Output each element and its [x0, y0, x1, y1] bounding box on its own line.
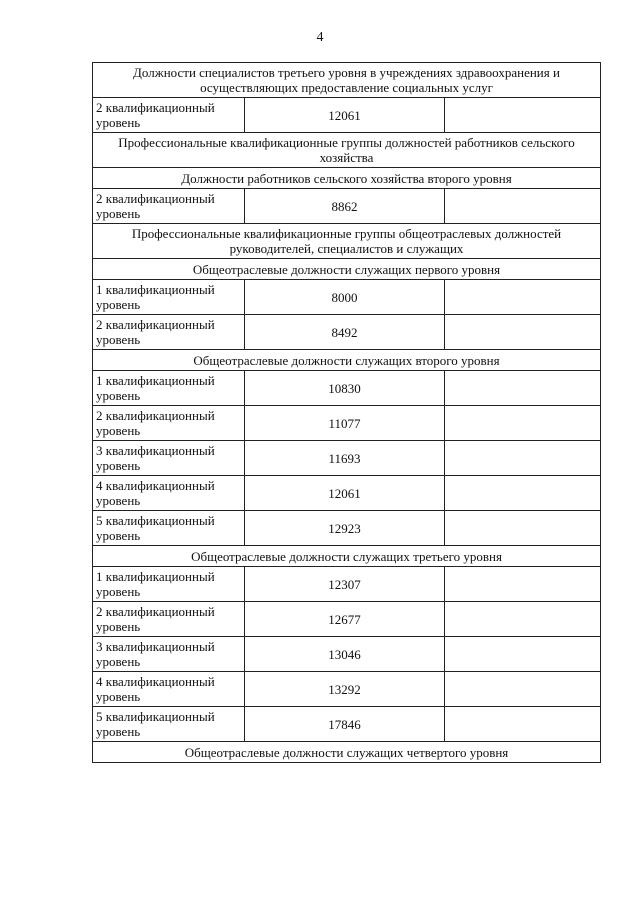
- empty-cell: [445, 371, 601, 406]
- section-header-row: [93, 546, 601, 567]
- section-header: Общеотраслевые должности служащих третьего уровня: [93, 546, 601, 567]
- empty-cell: [445, 511, 601, 546]
- section-header-row: [93, 259, 601, 280]
- salary-value: 10830: [245, 371, 445, 406]
- qualification-level: 4 квалификационный уровень: [93, 672, 245, 707]
- empty-cell: [445, 280, 601, 315]
- empty-cell: [445, 315, 601, 350]
- level-row: [93, 602, 601, 637]
- level-row: [93, 637, 601, 672]
- salary-value: 12923: [245, 511, 445, 546]
- section-header: Общеотраслевые должности служащих второго уровня: [93, 350, 601, 371]
- section-header: Профессиональные квалификационные группы общеотраслевых должностей руководителей, специалистов и служащих: [93, 224, 601, 259]
- section-header: Профессиональные квалификационные группы должностей работников сельского хозяйства: [93, 133, 601, 168]
- salary-value: 12061: [245, 476, 445, 511]
- empty-cell: [445, 441, 601, 476]
- qualification-level: 2 квалификационный уровень: [93, 315, 245, 350]
- empty-cell: [445, 672, 601, 707]
- level-row: [93, 406, 601, 441]
- salary-value: 8862: [245, 189, 445, 224]
- section-header-row: [93, 133, 601, 168]
- qualification-level: 2 квалификационный уровень: [93, 98, 245, 133]
- qualification-level: 3 квалификационный уровень: [93, 637, 245, 672]
- qualification-level: 3 квалификационный уровень: [93, 441, 245, 476]
- section-header-row: [93, 350, 601, 371]
- qualification-level: 2 квалификационный уровень: [93, 602, 245, 637]
- salary-value: 11077: [245, 406, 445, 441]
- salary-value: 12061: [245, 98, 445, 133]
- qualification-level: 2 квалификационный уровень: [93, 189, 245, 224]
- empty-cell: [445, 637, 601, 672]
- empty-cell: [445, 567, 601, 602]
- qualification-level: 5 квалификационный уровень: [93, 511, 245, 546]
- salary-value: 8492: [245, 315, 445, 350]
- salary-value: 13292: [245, 672, 445, 707]
- salary-value: 12307: [245, 567, 445, 602]
- page-number: 4: [316, 30, 324, 45]
- qualification-level: 2 квалификационный уровень: [93, 406, 245, 441]
- section-header: Общеотраслевые должности служащих четвертого уровня: [93, 742, 601, 763]
- level-row: [93, 280, 601, 315]
- level-row: [93, 441, 601, 476]
- empty-cell: [445, 98, 601, 133]
- empty-cell: [445, 476, 601, 511]
- salary-value: 8000: [245, 280, 445, 315]
- level-row: [93, 476, 601, 511]
- salary-table-body: [93, 63, 601, 763]
- section-header-row: [93, 168, 601, 189]
- level-row: [93, 189, 601, 224]
- salary-table: [92, 62, 601, 763]
- level-row: [93, 315, 601, 350]
- qualification-level: 4 квалификационный уровень: [93, 476, 245, 511]
- empty-cell: [445, 189, 601, 224]
- section-header-row: [93, 224, 601, 259]
- section-header-row: [93, 742, 601, 763]
- qualification-level: 1 квалификационный уровень: [93, 371, 245, 406]
- qualification-level: 5 квалификационный уровень: [93, 707, 245, 742]
- qualification-level: 1 квалификационный уровень: [93, 280, 245, 315]
- level-row: [93, 707, 601, 742]
- section-header: Должности работников сельского хозяйства второго уровня: [93, 168, 601, 189]
- empty-cell: [445, 406, 601, 441]
- salary-value: 12677: [245, 602, 445, 637]
- section-header: Общеотраслевые должности служащих первого уровня: [93, 259, 601, 280]
- level-row: [93, 511, 601, 546]
- empty-cell: [445, 707, 601, 742]
- empty-cell: [445, 602, 601, 637]
- level-row: [93, 672, 601, 707]
- level-row: [93, 567, 601, 602]
- section-header-row: [93, 63, 601, 98]
- salary-value: 17846: [245, 707, 445, 742]
- salary-value: 11693: [245, 441, 445, 476]
- level-row: [93, 371, 601, 406]
- qualification-level: 1 квалификационный уровень: [93, 567, 245, 602]
- salary-value: 13046: [245, 637, 445, 672]
- section-header: Должности специалистов третьего уровня в учреждениях здравоохранения и осуществляющих предоставление социальных услуг: [93, 63, 601, 98]
- level-row: [93, 98, 601, 133]
